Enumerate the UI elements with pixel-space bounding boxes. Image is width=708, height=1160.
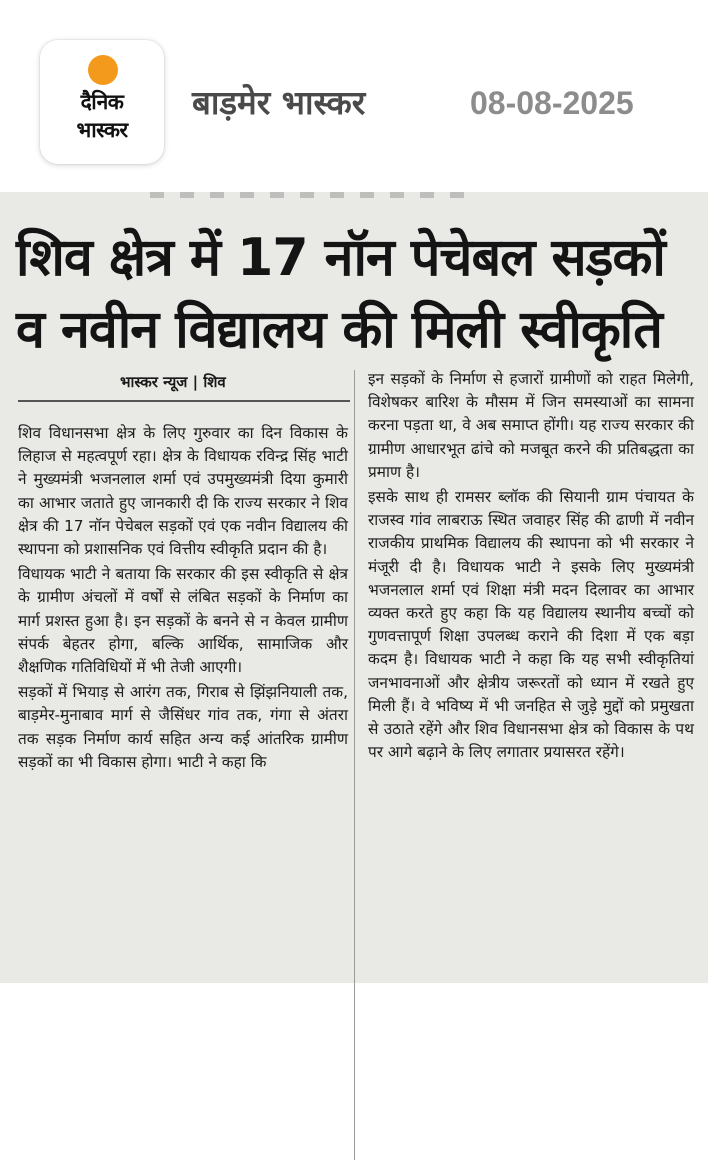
issue-date: 08-08-2025 (470, 85, 634, 121)
sun-icon (88, 55, 118, 85)
logo-text-line2: भास्कर (76, 118, 128, 142)
dainik-bhaskar-logo-icon[interactable] (40, 40, 164, 164)
headline-line-2: व नवीन विद्यालय की मिली स्वीकृति (16, 300, 662, 360)
article-paragraph: शिव विधानसभा क्षेत्र के लिए गुरुवार का दिन विकास के लिहाज से महत्वपूर्ण रहा। क्षेत्र के विधायक रविन्द्र सिंह भाटी ने मुख्यमंत्री भजनलाल शर्मा एवं उपमुख्यमंत्री दिया कुमारी का आभार जताते हुए जानकारी दी कि राज्य सरकार ने शिव क्षेत्र की 17 नॉन पेचेबल सड़कों एवं एक नवीन विद्यालय की स्थापना को प्रशासनिक एवं वित्तीय स्वीकृति प्रदान की है। (18, 424, 348, 559)
article-headline (16, 222, 702, 366)
byline-divider (18, 400, 350, 402)
article-byline: भास्कर न्यूज | शिव (120, 373, 226, 391)
logo-text-line1: दैनिक (80, 90, 124, 114)
left-column (18, 422, 348, 774)
scan-edge-decoration (150, 192, 480, 198)
article-paragraph: इसके साथ ही रामसर ब्लॉक की सियानी ग्राम पंचायत के राजस्व गांव लाबराऊ स्थित जवाहर सिंह की ढाणी में नवीन राजकीय प्राथमिक विद्यालय की स्थापना को भी सरकार ने मंजूरी दी है। विधायक भाटी ने इसके लिए मुख्यमंत्री भजनलाल शर्मा एवं शिक्षा मंत्री मदन दिलावर का आभार व्यक्त करते हुए कहा कि यह विद्यालय स्थानीय बच्चों को गुणवत्तापूर्ण शिक्षा उपलब्ध कराने की दिशा में एक बड़ा कदम है। विधायक भाटी ने कहा कि यह सभी स्वीकृतियां जनभावनाओं और क्षेत्रीय जरूरतों को ध्यान में रखते हुए मिली हैं। वे भविष्य में भी जनहित से जुड़े मुद्दों को प्रमुखता से उठाते रहेंगे और शिव विधानसभा क्षेत्र को विकास के पथ पर आगे बढ़ाने के लिए लगातार प्रयासरत रहेंगे। (368, 488, 694, 762)
edition-title: बाड़मेर भास्कर (192, 83, 366, 122)
headline-line-1: शिव क्षेत्र में 17 नॉन पेचेबल सड़कों (16, 228, 665, 288)
news-clipping (0, 192, 708, 983)
article-paragraph: सड़कों में भियाड़ से आरंग तक, गिराब से झिंझनियाली तक, बाड़मेर-मुनाबाव मार्ग से जैसिंधर गांव तक, गंगा से अंतरा तक सड़क निर्माण कार्य सहित अन्य कई आंतरिक ग्रामीण सड़कों का भी विकास होगा। भाटी ने कहा कि (18, 683, 348, 771)
article-paragraph: इन सड़कों के निर्माण से हजारों ग्रामीणों को राहत मिलेगी, विशेषकर बारिश के मौसम में जिन समस्याओं का सामना करना पड़ता था, वे अब समाप्त होंगी। यह राज्य सरकार की ग्रामीण आधारभूत ढांचे को मजबूत करने की प्रतिबद्धता का प्रमाण है। (368, 370, 694, 481)
app-header (0, 0, 708, 190)
column-divider (354, 370, 355, 1160)
right-column (368, 368, 694, 764)
article-paragraph: विधायक भाटी ने बताया कि सरकार की इस स्वीकृति से क्षेत्र के ग्रामीण अंचलों में वर्षों से लंबित सड़कों के निर्माण का मार्ग प्रशस्त हुआ है। इन सड़कों के बनने से न केवल ग्रामीण संपर्क बेहतर होगा, बल्कि आर्थिक, सामाजिक और शैक्षणिक गतिविधियों में भी तेजी आएगी। (18, 565, 348, 677)
